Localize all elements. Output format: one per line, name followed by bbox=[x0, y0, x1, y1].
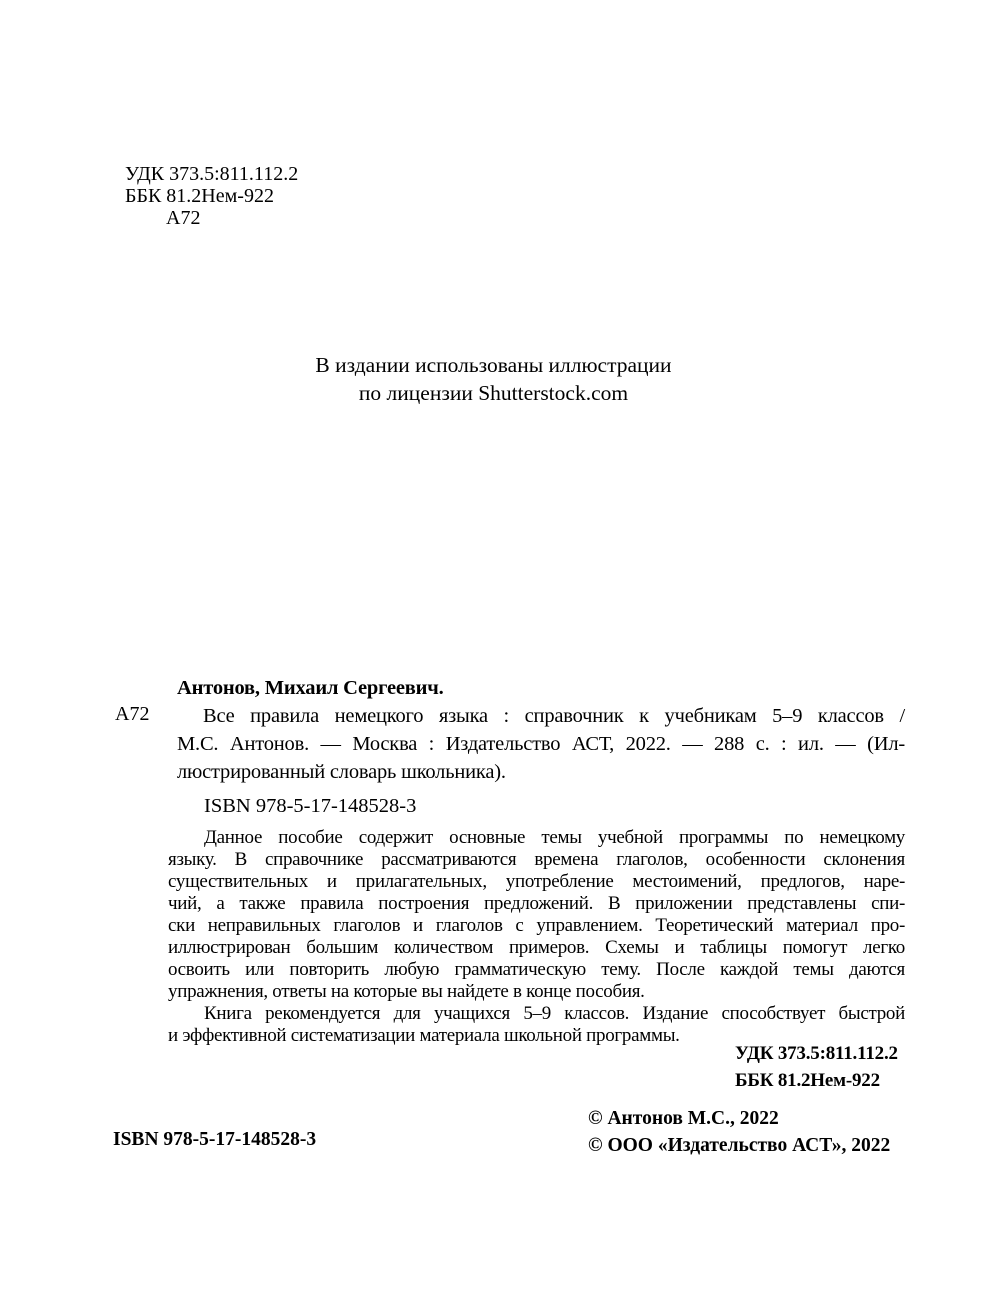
text-line: существительных и прилагательных, употребление местоимений, предлогов, наре- bbox=[168, 871, 905, 892]
annotation-block bbox=[168, 827, 905, 1047]
text-line: иллюстрирован большим количеством примеров. Схемы и таблицы помогут легко bbox=[168, 937, 905, 958]
text-line: и эффективной систематизации материала школьной программы. bbox=[168, 1025, 680, 1046]
text-line: освоить или повторить любую грамматическую тему. После каждой темы даются bbox=[168, 959, 905, 980]
text-line: Все правила немецкого языка : справочник к учебникам 5–9 классов / bbox=[203, 705, 905, 727]
bbk-code-footer: ББК 81.2Нем-922 bbox=[735, 1070, 880, 1091]
text-line: Данное пособие содержит основные темы учебной программы по немецкому bbox=[204, 827, 905, 848]
bibliographic-description bbox=[177, 702, 905, 786]
text-line: чий, а также правила построения предложений. В приложении представлены спи- bbox=[168, 893, 905, 914]
catalog-margin-code: А72 bbox=[115, 703, 150, 725]
top-classification-codes bbox=[125, 163, 298, 229]
text-line: М.С. Антонов. — Москва : Издательство АСТ, 2022. — 288 с. : ил. — (Ил- bbox=[177, 733, 905, 755]
text-line: ски неправильных глаголов и глаголов с управлением. Теоретический материал про- bbox=[168, 915, 905, 936]
copyright-block bbox=[588, 1105, 890, 1159]
isbn-catalog: ISBN 978-5-17-148528-3 bbox=[204, 795, 417, 817]
text-line: В издании использованы иллюстрации bbox=[315, 353, 672, 377]
isbn-footer: ISBN 978-5-17-148528-3 bbox=[113, 1129, 317, 1150]
text-line: языку. В справочнике рассматриваются времена глаголов, особенности склонения bbox=[168, 849, 905, 870]
annotation-paragraph-1 bbox=[168, 827, 905, 1003]
text-line: © ООО «Издательство АСТ», 2022 bbox=[588, 1135, 891, 1156]
text-line: люстрированный словарь школьника). bbox=[177, 761, 506, 783]
text-line: упражнения, ответы на которые вы найдете в конце пособия. bbox=[168, 981, 645, 1002]
bbk-code: ББК 81.2Нем-922 bbox=[125, 185, 274, 207]
udk-code-footer: УДК 373.5:811.112.2 bbox=[735, 1043, 898, 1064]
udk-code: УДК 373.5:811.112.2 bbox=[125, 163, 299, 185]
text-line: Книга рекомендуется для учащихся 5–9 классов. Издание способствует быстрой bbox=[204, 1003, 905, 1024]
text-line: © Антонов М.С., 2022 bbox=[588, 1108, 779, 1129]
license-notice bbox=[0, 351, 987, 407]
author-sign-code: А72 bbox=[166, 207, 201, 229]
catalog-card-entry bbox=[177, 674, 905, 820]
author-heading: Антонов, Михаил Сергеевич. bbox=[177, 677, 444, 699]
text-line: по лицензии Shutterstock.com bbox=[358, 381, 629, 405]
footer-classification-codes bbox=[735, 1040, 898, 1094]
